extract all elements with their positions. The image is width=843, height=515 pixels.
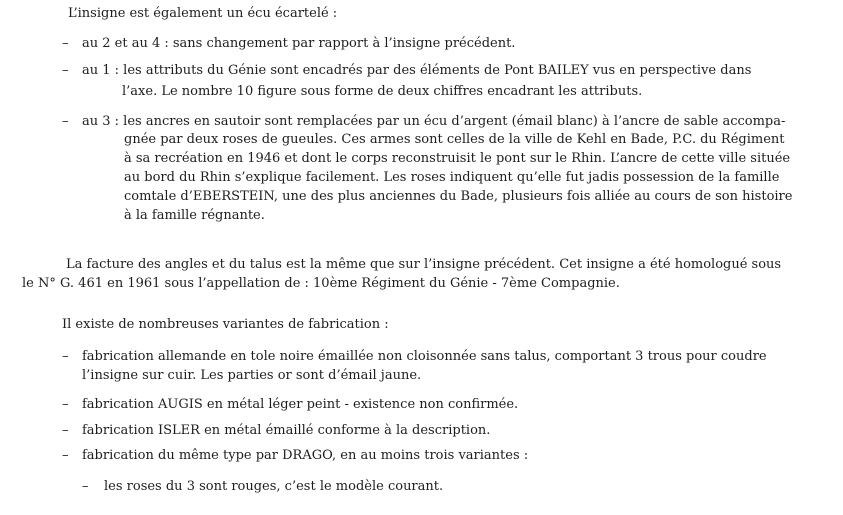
list-item-line: à la famille régnante. (124, 208, 265, 223)
list-item-dash: – (62, 36, 69, 51)
list-item-dash: – (62, 63, 69, 78)
list-item-line: fabrication AUGIS en métal léger peint - existence non confirmée. (82, 397, 519, 412)
list-item-line: l’axe. Le nombre 10 figure sous forme de deux chiffres encadrant les attributs. (122, 84, 643, 99)
list-item-line: au bord du Rhin s’explique facilement. Les roses indiquent qu’elle fut jadis possession de la famille (124, 170, 780, 185)
paragraph-line: Il existe de nombreuses variantes de fabrication : (62, 317, 389, 332)
list-item-dash: – (62, 114, 69, 129)
list-item-line: gnée par deux roses de gueules. Ces armes sont celles de la ville de Kehl en Bade, P.C. du Régiment (124, 132, 785, 147)
list-item-dash: – (62, 349, 69, 364)
list-item-line: au 3 : les ancres en sautoir sont remplacées par un écu d’argent (émail blanc) à l’ancre de sable accompa- (82, 114, 786, 129)
sublist-item-line: les roses du 3 sont rouges, c’est le modèle courant. (104, 479, 444, 494)
list-item-line: comtale d’EBERSTEIN, une des plus anciennes du Bade, plusieurs fois alliée au cours de son histoire (124, 189, 793, 204)
list-item-line: l’insigne sur cuir. Les parties or sont d’émail jaune. (82, 368, 422, 383)
list-item-dash: – (62, 423, 69, 438)
paragraph-line: le N° G. 461 en 1961 sous l’appellation de : 10ème Régiment du Génie - 7ème Compagnie. (22, 276, 620, 291)
list-item-line: à sa recréation en 1946 et dont le corps reconstruisit le pont sur le Rhin. L’ancre de cette ville située (124, 151, 791, 166)
sublist-item-dash: – (82, 479, 89, 494)
list-item-line: au 2 et au 4 : sans changement par rapport à l’insigne précédent. (82, 36, 516, 51)
list-item-line: au 1 : les attributs du Génie sont encadrés par des éléments de Pont BAILEY vus en perspective dans (82, 63, 752, 78)
list-item-line: fabrication ISLER en métal émaillé conforme à la description. (82, 423, 491, 438)
list-item-dash: – (62, 448, 69, 463)
list-item-line: fabrication allemande en tole noire émaillée non cloisonnée sans talus, comportant 3 trous pour coudre (82, 349, 767, 364)
intro-text: L’insigne est également un écu écartelé : (68, 6, 338, 21)
paragraph-line: La facture des angles et du talus est la même que sur l’insigne précédent. Cet insigne a été homologué sous (66, 257, 782, 272)
list-item-line: fabrication du même type par DRAGO, en au moins trois variantes : (82, 448, 529, 463)
list-item-dash: – (62, 397, 69, 412)
